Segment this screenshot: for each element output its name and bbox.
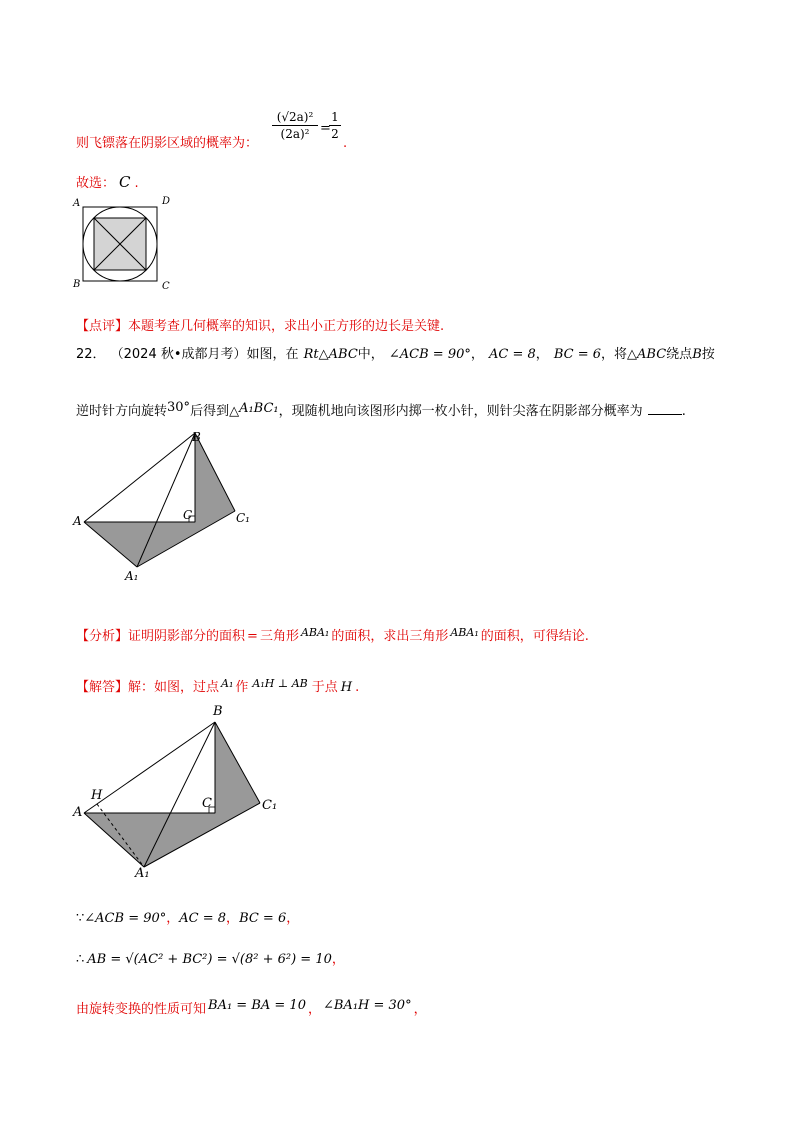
- fig2-label-A1: A₁: [125, 569, 139, 583]
- solution-h: H: [340, 680, 353, 695]
- analysis-aba1: ABA₁: [300, 626, 330, 639]
- fig3-label-A: A: [73, 805, 83, 820]
- fig2-label-C1: C₁: [236, 511, 250, 525]
- solution-end: .: [355, 680, 360, 695]
- fig2-label-B: B: [192, 430, 201, 444]
- figure2-rotated-triangles: [70, 425, 270, 585]
- result-numerator: 1: [331, 110, 339, 124]
- step3-c: ，: [307, 1002, 321, 1017]
- step1-c2: ，: [226, 911, 240, 926]
- step1-end: ，: [286, 911, 300, 926]
- a1bc1-text: A₁BC₁: [239, 401, 279, 416]
- answer-line: [76, 172, 139, 191]
- comment-line: [76, 315, 444, 334]
- fig3-label-C1: C₁: [262, 798, 278, 813]
- step1-bc: BC = 6: [239, 911, 287, 926]
- fig1-label-D: D: [162, 196, 171, 207]
- triangle-symbol: △: [318, 347, 329, 362]
- analysis-text2: 三角形: [259, 629, 299, 644]
- problem22-line2: [76, 400, 686, 419]
- because-symbol: ∵: [76, 911, 85, 926]
- analysis-tag: 【分析】: [76, 629, 129, 644]
- comment-tag: 【点评】: [76, 319, 129, 334]
- analysis-text4: 的面积，可得结论.: [480, 629, 589, 644]
- figure1-square-circle: [70, 195, 180, 295]
- press-text: 按: [701, 347, 715, 362]
- step1-ac: AC = 8: [179, 911, 227, 926]
- fraction-denominator: (2a)²: [280, 127, 310, 141]
- comma-2: ，: [535, 347, 549, 362]
- solution-text3: 于点: [311, 680, 338, 695]
- fig3-label-H: H: [91, 788, 103, 803]
- step3-text: 由旋转变换的性质可知: [76, 1002, 207, 1017]
- answer-value: C: [119, 173, 131, 191]
- fig1-label-C: C: [162, 281, 170, 292]
- abc-text: ABC: [328, 347, 358, 362]
- fig3-label-C: C: [202, 796, 212, 811]
- analysis-text1: 证明阴影部分的面积: [128, 629, 246, 644]
- result-fraction: [329, 110, 341, 141]
- fig3-label-B: B: [213, 704, 223, 719]
- mid-text: 中，: [357, 347, 384, 362]
- line2-c: ，现随机地向该图形内掷一枚小针，则针尖落在阴影部分概率为: [278, 404, 643, 419]
- comment-text: 本题考查几何概率的知识，求出小正方形的边长是关键.: [128, 319, 445, 334]
- solution-perp: A₁H ⊥ AB: [252, 677, 308, 690]
- answer-blank: [648, 404, 682, 415]
- solution-line: [76, 676, 359, 695]
- fig1-label-B: B: [73, 279, 81, 290]
- rotate-text: ，将△: [601, 347, 638, 362]
- step1-c1: ，: [166, 911, 180, 926]
- abc-text-2: ABC: [637, 347, 667, 362]
- analysis-aba1-b: ABA₁: [450, 626, 479, 639]
- analysis-line: [76, 625, 589, 644]
- step2-end: ，: [331, 952, 345, 967]
- angle-acb: ∠ACB = 90°: [388, 347, 471, 362]
- step1-line: [76, 907, 299, 926]
- line2-a: 逆时针方向旋转: [76, 404, 168, 419]
- problem-source: （2024 秋•成都月考）如图，在: [110, 347, 299, 362]
- comma-1: ，: [470, 347, 484, 362]
- solution-a1: A₁: [221, 677, 234, 690]
- fig1-label-A: A: [73, 198, 81, 209]
- fraction-bar: [272, 125, 318, 126]
- step1-angle: ∠ACB = 90°: [84, 911, 167, 926]
- step2-line: [76, 948, 345, 967]
- step3-eq1: BA₁ = BA = 10: [208, 998, 306, 1013]
- solution-tag: 【解答】: [76, 680, 129, 695]
- equals-sign: =: [320, 121, 331, 136]
- around-text: 绕点: [666, 347, 693, 362]
- fig2-label-C: C: [183, 508, 193, 522]
- analysis-text3: 的面积，求出三角形: [331, 629, 449, 644]
- bc-value: BC = 6: [553, 347, 602, 362]
- probability-fraction: [272, 110, 318, 141]
- line2-end: .: [681, 404, 686, 419]
- result-bar: [329, 125, 341, 126]
- fraction-numerator: (√2a)²: [276, 110, 314, 124]
- result-denominator: 2: [331, 127, 339, 141]
- line2-b: 后得到△: [190, 404, 240, 419]
- rt-text: Rt: [303, 347, 319, 362]
- step3-end: ，: [413, 1002, 427, 1017]
- answer-suffix: .: [134, 176, 139, 191]
- fig3-label-A1: A₁: [135, 866, 150, 881]
- solution-text2: 作: [235, 680, 249, 695]
- problem-number: 22．: [76, 347, 106, 362]
- solution-text1: 解：如图，过点: [128, 680, 220, 695]
- step3-line: [76, 998, 427, 1017]
- ac-value: AC = 8: [488, 347, 536, 362]
- step3-eq2: ∠BA₁H = 30°: [322, 998, 412, 1013]
- answer-prefix: 故选：: [76, 176, 116, 191]
- degree-30: 30°: [167, 400, 191, 415]
- analysis-eq: =: [247, 629, 258, 644]
- probability-suffix: .: [343, 136, 348, 151]
- figure3-rotated-triangles-with-h: [72, 705, 292, 885]
- point-b: B: [692, 347, 702, 362]
- step2-expr: AB = √(AC² + BC²) = √(8² + 6²) = 10: [87, 952, 332, 967]
- fig2-label-A: A: [73, 514, 82, 528]
- therefore-symbol: ∴: [76, 952, 85, 967]
- probability-line-text: 则飞镖落在阴影区域的概率为：: [76, 136, 259, 151]
- problem22-line1: [76, 343, 715, 362]
